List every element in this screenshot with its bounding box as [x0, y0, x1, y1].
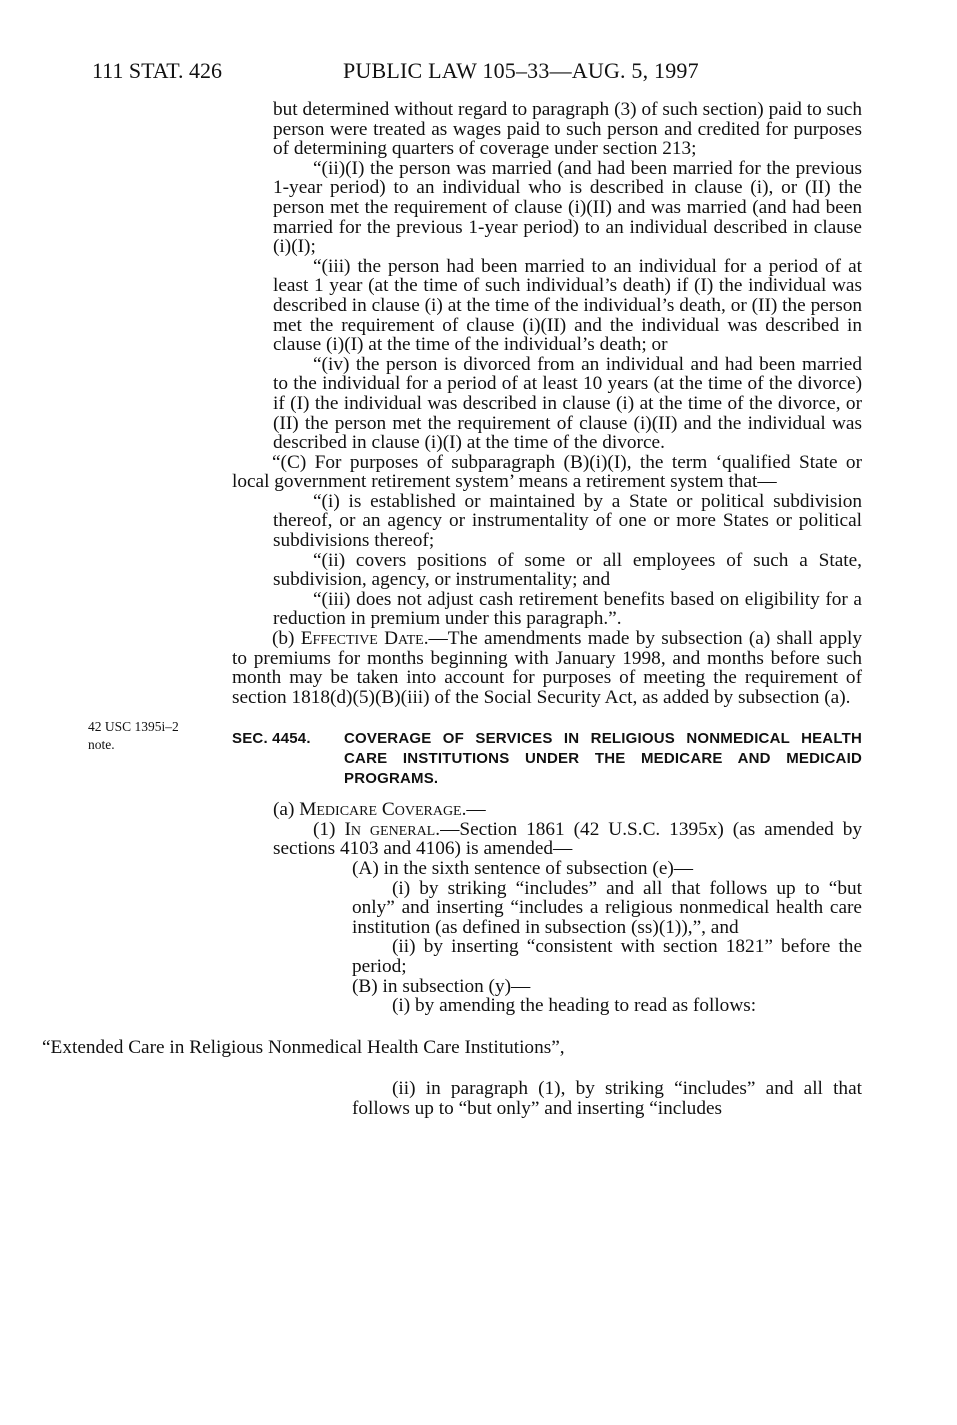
- paragraph: “(ii)(I) the person was married (and had been married for the previous 1-year period) to an individual who is described in clause (i), or (II) the person met the requirement of clause (i)(II) and was married (and had been married for the previous 1-year period) to an individual described in clause (i)(I);: [273, 157, 862, 258]
- paragraph: (i) by amending the heading to read as follows:: [392, 995, 757, 1017]
- paragraph: (B) in subsection (y)—: [352, 975, 531, 997]
- paragraph-effective-date: [232, 629, 862, 707]
- subsection-label: (b): [272, 628, 301, 650]
- paragraph: but determined without regard to paragraph (3) of such section) paid to such person were treated as wages paid to such person and credited for purposes of determining quarters of coverage under section 213;: [273, 99, 862, 160]
- subsection-label: (a): [273, 799, 300, 821]
- subsection-heading: Effective Date: [300, 628, 424, 650]
- paragraph-heading: In general: [344, 818, 436, 840]
- paragraph-in-general: [232, 820, 862, 859]
- paragraph: “(C) For purposes of subparagraph (B)(i)(I), the term ‘qualified State or local government retirement system’ means a retirement system that—: [232, 451, 862, 493]
- subsection-text: .—The amendments made by subsection (a) shall apply to premiums for months beginning with January 1998, and months before such month may be taken into account for purposes of meeting the requirement of section 1818(d)(5)(B)(iii) of the Social Security Act, as added by subsection (a).: [232, 628, 862, 708]
- paragraph: “(iv) the person is divorced from an individual and had been married to the individual for a period of at least 10 years (at the time of the divorce) if (I) the individual was described in clause (i) at the time of the divorce, or (II) the person met the requirement of clause (i)(II) and the individual was described in clause (i)(I) at the time of the divorce.: [273, 353, 862, 454]
- section-heading: [232, 729, 862, 788]
- paragraph: (ii) by inserting “consistent with section 1821” before the period;: [352, 936, 862, 977]
- paragraph: (A) in the sixth sentence of subsection (e)—: [352, 857, 694, 879]
- paragraph: (i) by striking “includes” and all that follows up to “but only” and inserting “includes a religious nonmedical health care institution (as defined in subsection (ss)(1)),”, and: [352, 877, 862, 938]
- section-title: COVERAGE OF SERVICES IN RELIGIOUS NONMEDICAL HEALTH CARE INSTITUTIONS UNDER THE MEDICARE AND MEDICAID PROGRAMS.: [344, 730, 862, 787]
- subsection-tail: .—: [461, 799, 486, 821]
- paragraph: “(i) is established or maintained by a State or political subdivision thereof, or an agency or instrumentality of one or more States or political subdivisions thereof;: [273, 490, 862, 552]
- paragraph-medicare-coverage: [232, 800, 862, 820]
- margin-note: [88, 718, 218, 754]
- margin-note-suffix: note.: [88, 737, 115, 752]
- paragraph: “(iii) the person had been married to an individual for a period of at least 1 year (at the time of such individual’s death) if (I) the individual was described in clause (i) at the time of the individual’s death, or (II) the person met the requirement of clause (i)(II) and the individual was described in clause (i)(I) at the time of the individual’s death; or: [273, 255, 862, 356]
- paragraph: “(iii) does not adjust cash retirement benefits based on eligibility for a reduction in premium under this paragraph.”.: [273, 588, 862, 630]
- subsection-heading: Medicare Coverage: [299, 799, 462, 821]
- page-stat-number: 111 STAT. 426: [92, 58, 223, 83]
- running-header: PUBLIC LAW 105–33—AUG. 5, 1997: [343, 58, 699, 83]
- paragraph: (ii) in paragraph (1), by striking “includes” and all that follows up to “but only” and inserting “includes: [352, 1078, 862, 1119]
- inserted-heading: “Extended Care in Religious Nonmedical Health Care Institutions”,: [42, 1036, 565, 1058]
- paragraph-text: .—Section 1861 (42 U.S.C. 1395x) (as amended by sections 4103 and 4106) is amended—: [273, 818, 862, 860]
- paragraph: “(ii) covers positions of some or all employees of such a State, subdivision, agency, or instrumentality; and: [273, 549, 862, 591]
- section-number: SEC. 4454.: [232, 730, 311, 748]
- margin-note-citation: 42 USC 1395i–2: [88, 719, 179, 734]
- paragraph-label: (1): [313, 818, 345, 840]
